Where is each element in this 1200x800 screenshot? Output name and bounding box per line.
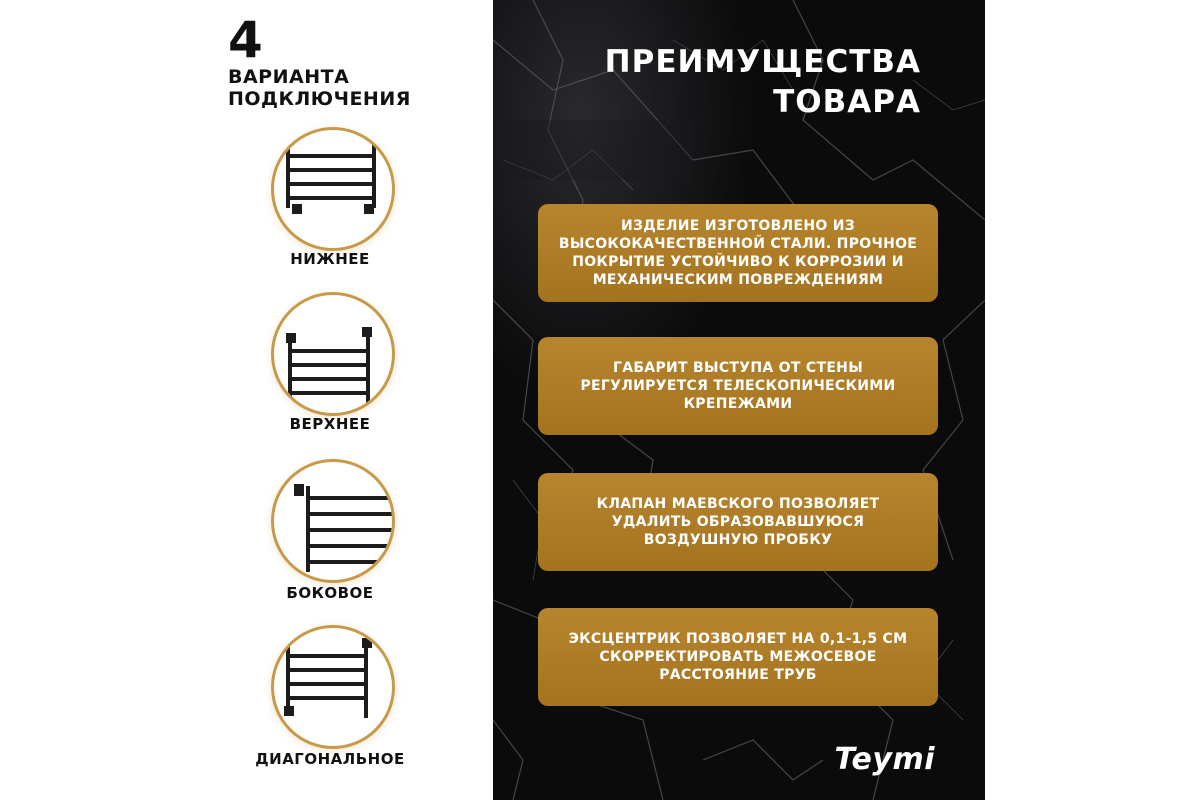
- options-heading-line1: ВАРИАНТА: [228, 66, 350, 88]
- option-label-top: ВЕРХНЕЕ: [289, 415, 371, 433]
- benefit-card-eccentric: ЭКСЦЕНТРИК ПОЗВОЛЯЕТ НА 0,1-1,5 СМ СКОРРЕКТИРОВАТЬ МЕЖОСЕВОЕ РАССТОЯНИЕ ТРУБ: [538, 608, 938, 706]
- benefit-card-valve: КЛАПАН МАЕВСКОГО ПОЗВОЛЯЕТ УДАЛИТЬ ОБРАЗОВАВШУЮСЯ ВОЗДУШНУЮ ПРОБКУ: [538, 473, 938, 571]
- options-heading: [228, 66, 411, 110]
- towel-rail-bottom-icon: [271, 127, 395, 251]
- benefits-panel: [493, 0, 985, 800]
- option-label-diagonal: ДИАГОНАЛЬНОЕ: [255, 750, 405, 768]
- option-label-side: БОКОВОЕ: [286, 584, 374, 602]
- connection-options-panel: [215, 0, 493, 800]
- towel-rail-diagonal-icon: [271, 625, 395, 749]
- benefit-card-material: ИЗДЕЛИЕ ИЗГОТОВЛЕНО ИЗ ВЫСОКОКАЧЕСТВЕННОЙ СТАЛИ. ПРОЧНОЕ ПОКРЫТИЕ УСТОЙЧИВО К КОРРОЗИИ И МЕХАНИЧЕСКИМ ПОВРЕЖДЕНИЯМ: [538, 204, 938, 302]
- benefits-title-line1: ПРЕИМУЩЕСТВА: [604, 44, 921, 80]
- options-count: 4: [228, 11, 263, 69]
- benefit-card-mounting: ГАБАРИТ ВЫСТУПА ОТ СТЕНЫ РЕГУЛИРУЕТСЯ ТЕЛЕСКОПИЧЕСКИМИ КРЕПЕЖАМИ: [538, 337, 938, 435]
- options-heading-line2: ПОДКЛЮЧЕНИЯ: [228, 88, 411, 110]
- brand-logo: Teymi: [834, 742, 935, 777]
- benefits-title: [605, 42, 921, 122]
- towel-rail-top-icon: [271, 292, 395, 416]
- benefits-title-line2: ТОВАРА: [773, 84, 921, 120]
- option-label-bottom: НИЖНЕЕ: [290, 250, 370, 268]
- towel-rail-side-icon: [271, 459, 395, 583]
